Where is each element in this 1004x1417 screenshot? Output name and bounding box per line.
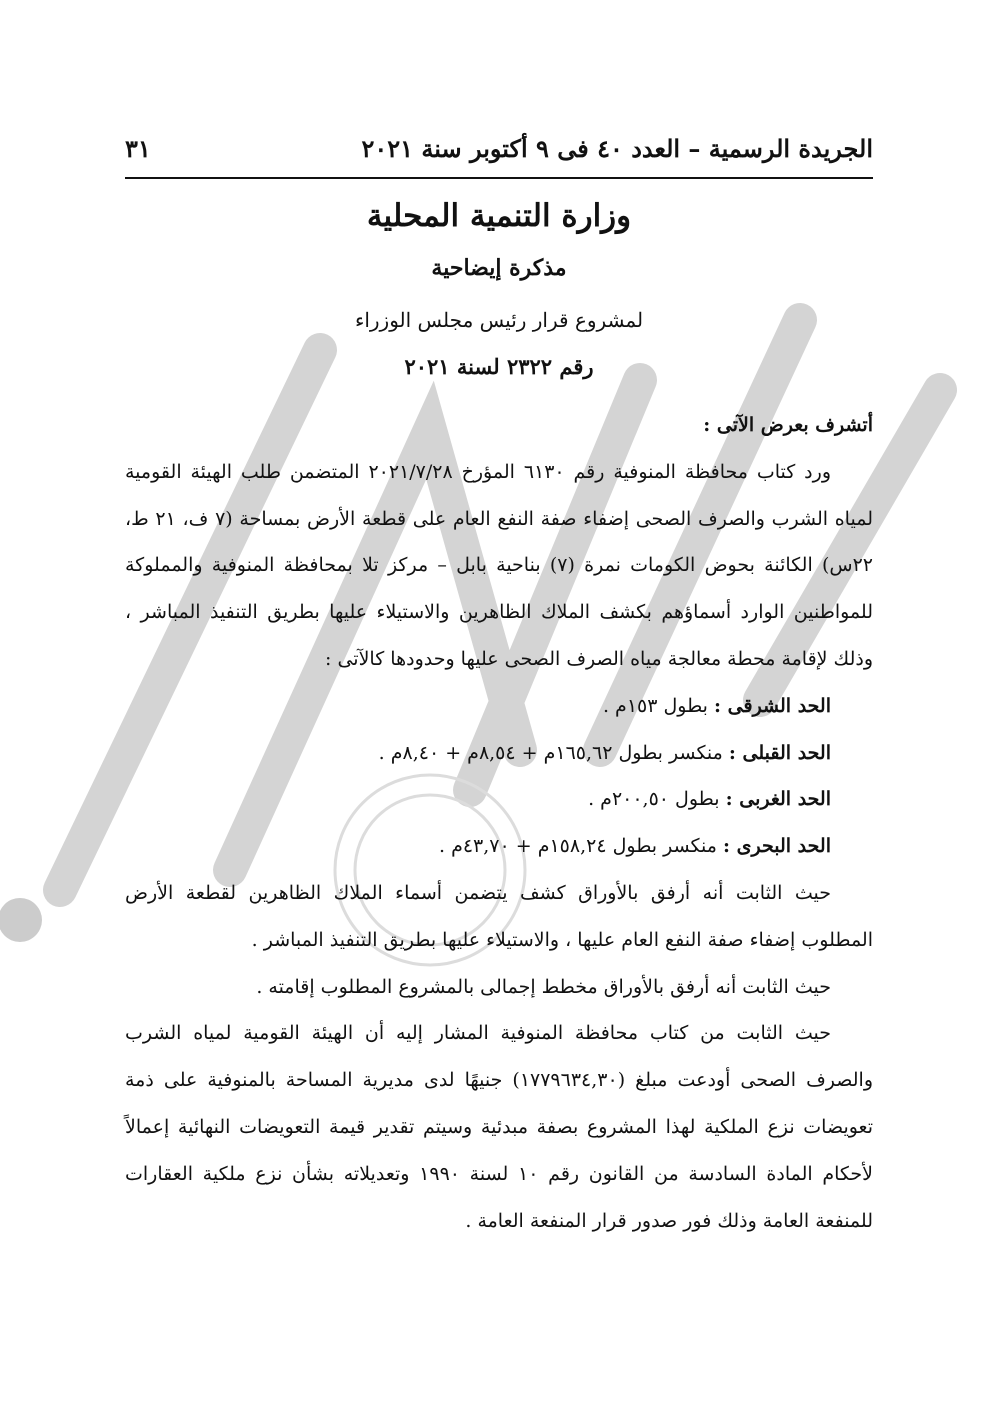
decree-line: لمشروع قرار رئيس مجلس الوزراء (354, 308, 644, 332)
boundary-label: الحد الشرقى : (714, 694, 831, 717)
boundary-label: الحد القبلى : (728, 741, 831, 764)
paragraph-4: حيث الثابت من كتاب محافظة المنوفية المشار إليه أن الهيئة القومية لمياه الشرب والصرف الصحى أودعت مبلغ (١٧٧٩٦٣٤,٣٠) جنيهًا لدى مديرية المساحة بالمنوفية على ذمة تعويضات نزع الملكية لهذا المشروع بصفة مبدئية وسيتم تقدير قيمة التعويضات النهائية إعمالاً لأحكام المادة السادسة من القانون رقم ١٠ لسنة ١٩٩٠ وتعديلاته بشأن نزع ملكية العقارات للمنفعة العامة وذلك فور صدور قرار المنفعة العامة . (125, 1022, 873, 1232)
boundary-east (125, 683, 873, 730)
header-rule (125, 177, 873, 179)
boundary-text: بطول ١٥٣م . (602, 694, 708, 717)
watermark-dot (0, 898, 42, 942)
page-number: ٣١ (125, 133, 151, 163)
boundary-south (125, 730, 873, 777)
boundary-text: منكسر بطول ١٥٨,٢٤م + ٤٣,٧٠م . (438, 835, 717, 858)
paragraph-1: ورد كتاب محافظة المنوفية رقم ٦١٣٠ المؤرخ ٢٠٢١/٧/٢٨ المتضمن طلب الهيئة القومية لمياه الشرب والصرف الصحى إضفاء صفة النفع العام على قطعة الأرض بمساحة (٧ ف، ٢١ ط، ٢٢س) الكائنة بحوض الكومات نمرة (٧) بناحية بابل – مركز تلا بمحافظة المنوفية والمملوكة للمواطنين الوارد أسماؤهم بكشف الملاك الظاهرين والاستيلاء عليها بطريق التنفيذ المباشر ، وذلك لإقامة محطة معالجة مياه الصرف الصحى عليها وحدودها كالآتى : (125, 460, 873, 670)
publication-line: الجريدة الرسمية – العدد ٤٠ فى ٩ أكتوبر سنة ٢٠٢١ (361, 133, 873, 163)
boundary-text: بطول ٢٠٠,٥٠م . (588, 788, 720, 811)
boundary-label: الحد البحرى : (723, 835, 831, 858)
paragraph-3: حيث الثابت أنه أرفق بالأوراق مخطط إجمالى بالمشروع المطلوب إقامته . (256, 975, 831, 998)
page-header (125, 128, 873, 168)
decree-number: رقم ٢٣٢٢ لسنة ٢٠٢١ (404, 354, 594, 379)
ministry-title: وزارة التنمية المحلية (366, 198, 632, 234)
memo-subtitle: مذكرة إيضاحية (431, 255, 567, 281)
boundary-label: الحد الغربى : (725, 788, 831, 811)
boundary-text: منكسر بطول ١٦٥,٦٢م + ٨,٥٤م + ٨,٤٠م . (378, 741, 723, 764)
paragraph-2: حيث الثابت أنه أرفق بالأوراق كشف يتضمن أسماء الملاك الظاهرين لقطعة الأرض المطلوب إضفاء صفة النفع العام عليها ، والاستيلاء عليها بطريق التنفيذ المباشر . (125, 881, 873, 951)
boundary-west (125, 776, 873, 823)
boundary-north (125, 823, 873, 870)
opening-line: أتشرف بعرض الآتى : (703, 414, 873, 436)
document-body (125, 402, 873, 1244)
